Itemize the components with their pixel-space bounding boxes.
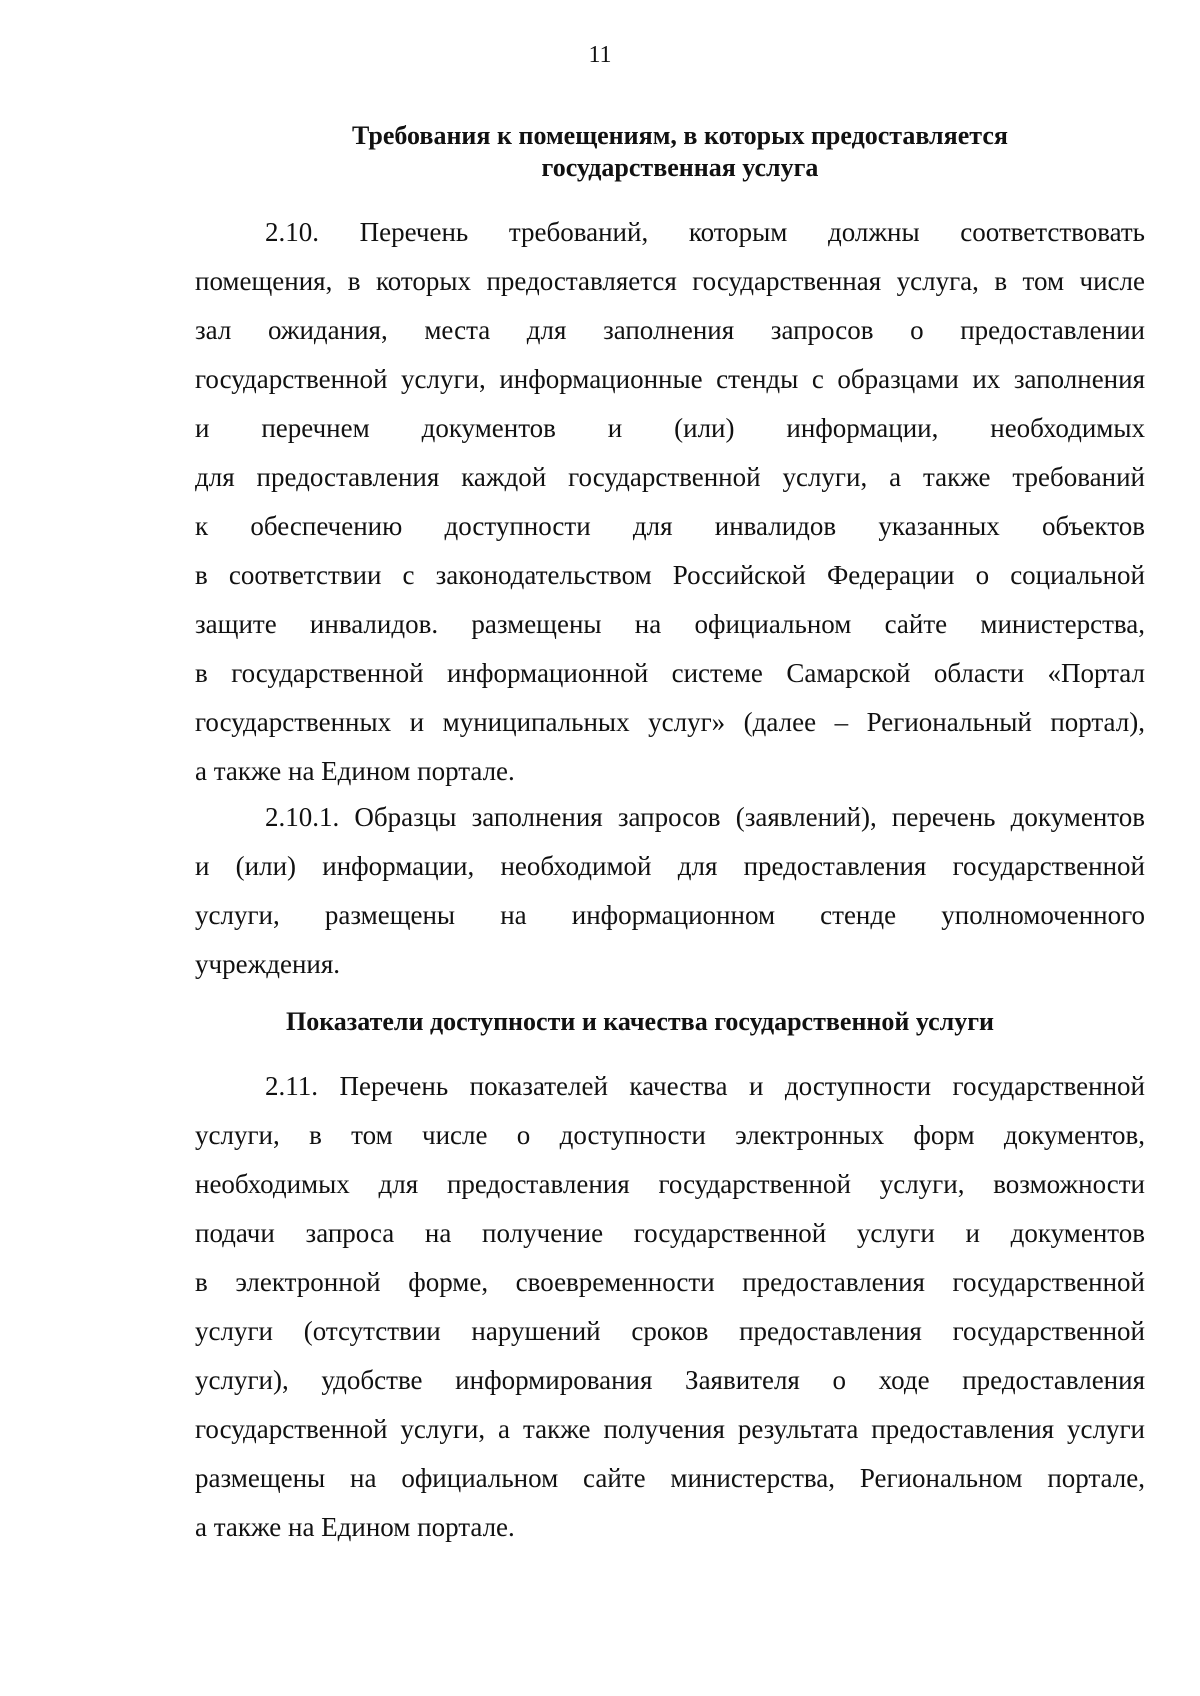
- heading-line: государственная услуга: [541, 153, 819, 182]
- heading-line: Требования к помещениям, в которых предоставляется: [352, 121, 1008, 150]
- paragraph-line: услуги, в том числе о доступности электронных форм документов,: [195, 1120, 1145, 1150]
- section-heading-indicators: Показатели доступности и качества государственной услуги: [285, 1007, 995, 1036]
- paragraph-line: и перечнем документов и (или) информации, необходимых: [195, 413, 1145, 443]
- paragraph-line: в электронной форме, своевременности предоставления государственной: [195, 1267, 1145, 1297]
- paragraph-line: услуги), удобстве информирования Заявителя о ходе предоставления: [195, 1365, 1145, 1395]
- paragraph-line: размещены на официальном сайте министерства, Региональном портале,: [195, 1463, 1145, 1493]
- paragraph-line: и (или) информации, необходимой для предоставления государственной: [195, 851, 1145, 881]
- paragraph-line: 2.10.1. Образцы заполнения запросов (заявлений), перечень документов: [265, 802, 1145, 832]
- paragraph-line: услуги, размещены на информационном стенде уполномоченного: [195, 900, 1145, 930]
- paragraph-line: необходимых для предоставления государственной услуги, возможности: [195, 1169, 1145, 1199]
- paragraph-line: учреждения.: [195, 949, 341, 979]
- paragraph-line: услуги (отсутствии нарушений сроков предоставления государственной: [195, 1316, 1145, 1346]
- paragraph-line: в соответствии с законодательством Российской Федерации о социальной: [195, 560, 1145, 590]
- paragraph-line: государственной услуги, информационные стенды с образцами их заполнения: [195, 364, 1145, 394]
- paragraph-line: государственной услуги, а также получения результата предоставления услуги: [195, 1414, 1145, 1444]
- paragraph-line: 2.10. Перечень требований, которым должны соответствовать: [265, 217, 1145, 247]
- paragraph-line: 2.11. Перечень показателей качества и доступности государственной: [265, 1071, 1145, 1101]
- paragraph-line: подачи запроса на получение государственной услуги и документов: [195, 1218, 1145, 1248]
- paragraph-2-10: [195, 208, 1145, 796]
- paragraph-line: зал ожидания, места для заполнения запросов о предоставлении: [195, 315, 1145, 345]
- paragraph-2-11: [195, 1062, 1145, 1552]
- section-heading-premises: [260, 120, 1100, 184]
- paragraph-line: государственных и муниципальных услуг» (далее – Региональный портал),: [195, 707, 1145, 737]
- paragraph-line: защите инвалидов. размещены на официальном сайте министерства,: [195, 609, 1145, 639]
- page-number: 11: [588, 42, 612, 68]
- paragraph-line: а также на Едином портале.: [195, 1512, 515, 1542]
- paragraph-line: помещения, в которых предоставляется государственная услуга, в том числе: [195, 266, 1145, 296]
- paragraph-line: к обеспечению доступности для инвалидов указанных объектов: [195, 511, 1145, 541]
- paragraph-line: а также на Едином портале.: [195, 756, 515, 786]
- paragraph-line: для предоставления каждой государственной услуги, а также требований: [195, 462, 1145, 492]
- paragraph-2-10-1: [195, 793, 1145, 989]
- paragraph-line: в государственной информационной системе Самарской области «Портал: [195, 658, 1145, 688]
